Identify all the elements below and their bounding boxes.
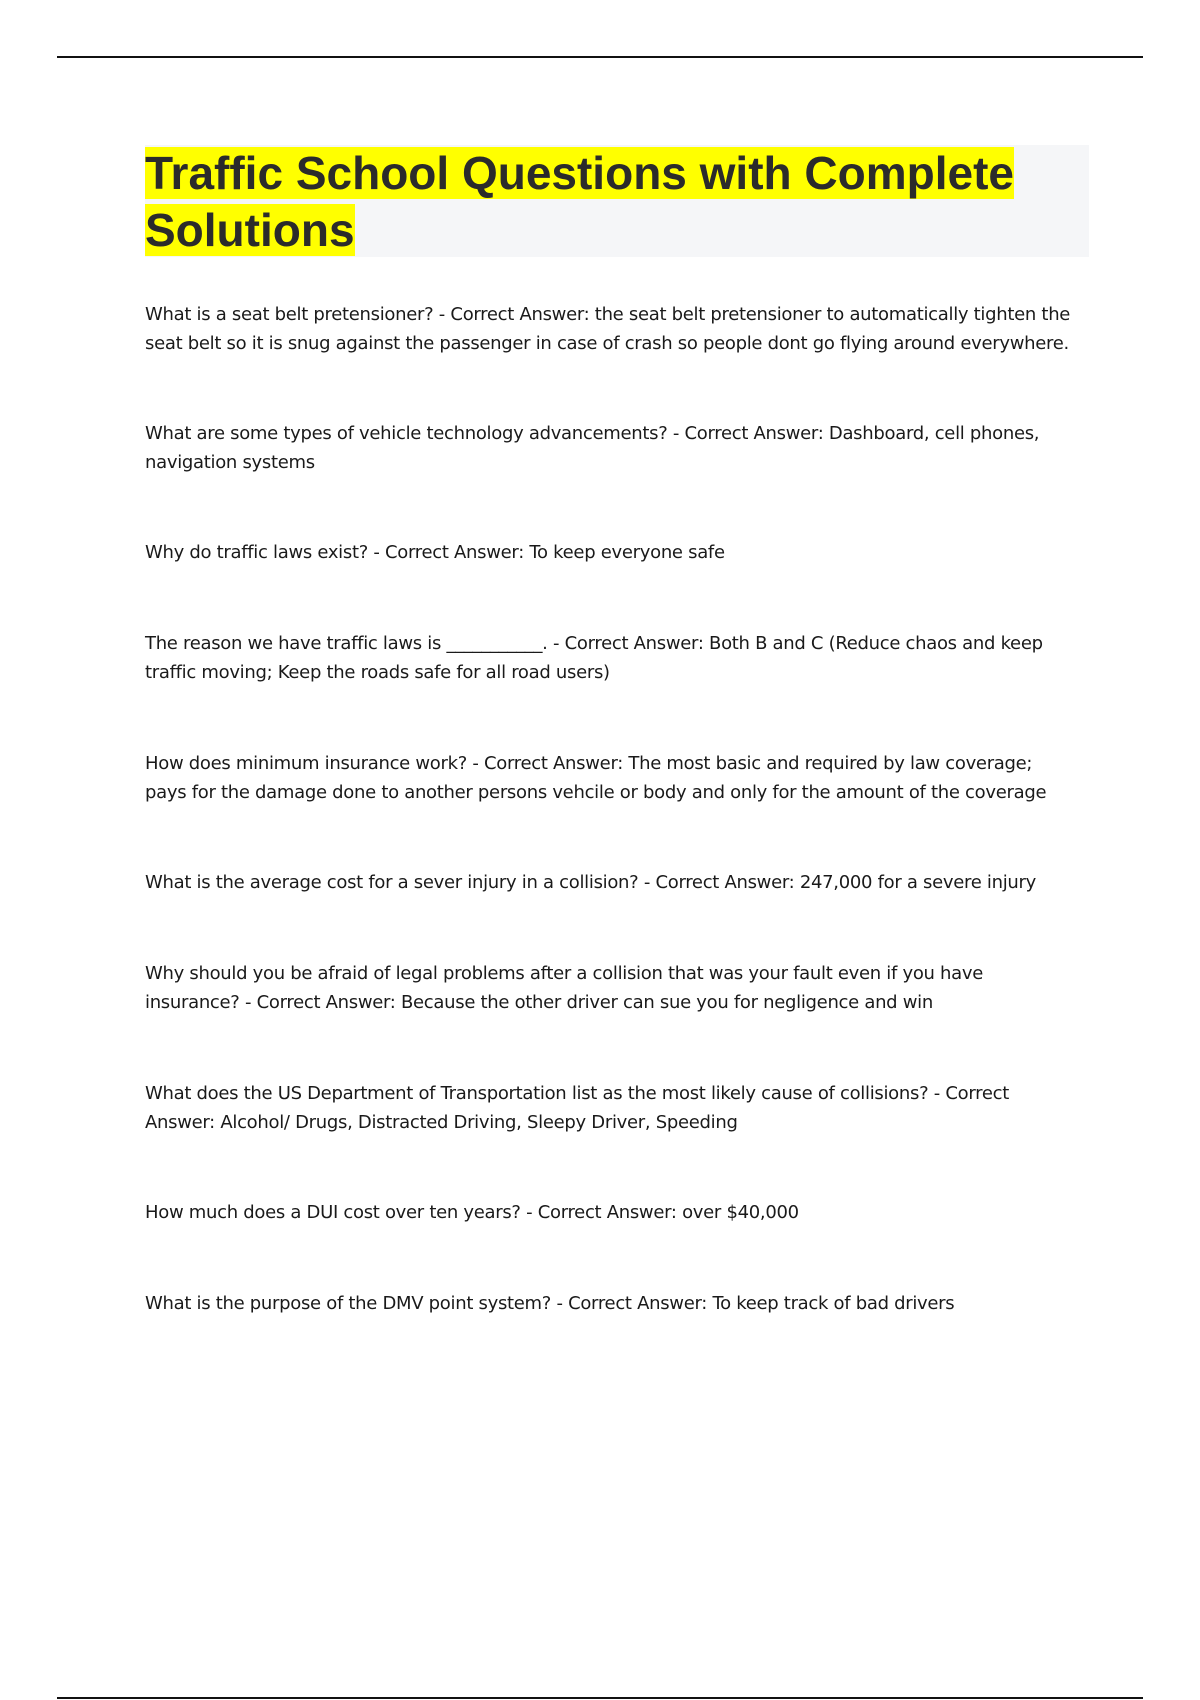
- document-title: [145, 145, 1089, 259]
- title-block: [145, 145, 1089, 257]
- bottom-rule: [57, 1697, 1143, 1699]
- qa-item-7: Why should you be afraid of legal problems after a collision that was your fault even if you have insurance? - Correct Answer: Because the other driver can sue you for negligence and win: [145, 963, 984, 1013]
- qa-item-2: What are some types of vehicle technology advancements? - Correct Answer: Dashboard, cell phones, navigation systems: [145, 423, 1040, 473]
- qa-item-6: What is the average cost for a sever injury in a collision? - Correct Answer: 247,000 for a severe injury: [145, 872, 1036, 893]
- qa-item-4: The reason we have traffic laws is ___________. - Correct Answer: Both B and C (Reduce chaos and keep traffic moving; Keep the roads safe for all road users): [145, 633, 1043, 683]
- title-highlight: Traffic School Questions with Complete Solutions: [145, 147, 1014, 256]
- qa-item-9: How much does a DUI cost over ten years? - Correct Answer: over $40,000: [145, 1202, 799, 1223]
- qa-list: [145, 300, 1075, 1318]
- top-rule: [57, 56, 1143, 58]
- qa-item-1: What is a seat belt pretensioner? - Correct Answer: the seat belt pretensioner to automatically tighten the seat belt so it is snug against the passenger in case of crash so people dont go flying around everywhere.: [145, 304, 1071, 354]
- qa-item-8: What does the US Department of Transportation list as the most likely cause of collisions? - Correct Answer: Alcohol/ Drugs, Distracted Driving, Sleepy Driver, Speeding: [145, 1083, 1009, 1133]
- qa-item-3: Why do traffic laws exist? - Correct Answer: To keep everyone safe: [145, 542, 725, 563]
- qa-item-10: What is the purpose of the DMV point system? - Correct Answer: To keep track of bad drivers: [145, 1293, 955, 1314]
- qa-item-5: How does minimum insurance work? - Correct Answer: The most basic and required by law coverage; pays for the damage done to another persons vehcile or body and only for the amount of the coverage: [145, 753, 1047, 803]
